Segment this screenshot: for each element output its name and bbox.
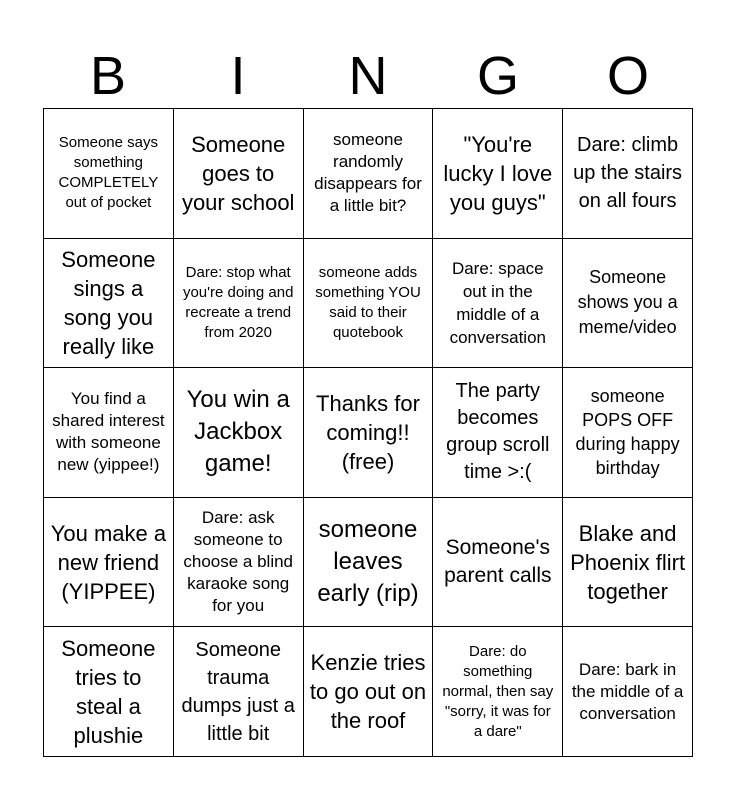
cell-text: someone adds something YOU said to their quotebook xyxy=(315,263,421,341)
header-letter-b: B xyxy=(89,46,127,106)
bingo-header xyxy=(43,44,693,108)
bingo-cell[interactable] xyxy=(304,239,434,369)
cell-text: someone randomly disappears for a little bit? xyxy=(314,130,422,216)
bingo-cell[interactable] xyxy=(563,498,693,628)
bingo-cell[interactable] xyxy=(44,239,174,369)
cell-text: Blake and Phoenix flirt together xyxy=(570,520,686,604)
bingo-cell[interactable] xyxy=(433,498,563,628)
cell-text: Someone tries to steal a plushie xyxy=(61,635,156,748)
cell-text: You find a shared interest with someone new (yippee!) xyxy=(52,389,165,475)
header-letter-g: G xyxy=(476,46,519,106)
bingo-cell[interactable] xyxy=(304,627,434,757)
bingo-cell[interactable] xyxy=(174,498,304,628)
bingo-cell[interactable] xyxy=(44,627,174,757)
bingo-cell[interactable] xyxy=(174,109,304,239)
bingo-cell[interactable] xyxy=(433,239,563,369)
bingo-cell[interactable] xyxy=(563,368,693,498)
cell-text: Dare: stop what you're doing and recreate a trend from 2020 xyxy=(182,263,294,341)
bingo-cell[interactable] xyxy=(44,498,174,628)
header-letter-n: N xyxy=(348,46,388,106)
cell-text: someone POPS OFF during happy birthday xyxy=(575,386,680,479)
cell-text: The party becomes group scroll time >:( xyxy=(446,380,550,484)
cell-text: Someone's parent calls xyxy=(444,536,552,588)
cell-text: Dare: ask someone to choose a blind karaoke song for you xyxy=(183,508,294,616)
cell-text: Dare: climb up the stairs on all fours xyxy=(573,134,683,213)
bingo-cell[interactable] xyxy=(304,109,434,239)
bingo-cell[interactable] xyxy=(433,627,563,757)
cell-text: Kenzie tries to go out on the roof xyxy=(309,650,427,734)
bingo-cell[interactable] xyxy=(44,109,174,239)
cell-text: Someone sings a song you really like xyxy=(61,246,156,359)
header-letter-o: O xyxy=(606,46,649,106)
bingo-cell[interactable] xyxy=(44,368,174,498)
bingo-cell[interactable] xyxy=(433,368,563,498)
cell-text: "You're lucky I love you guys" xyxy=(443,131,553,215)
bingo-cell[interactable] xyxy=(433,109,563,239)
cell-text: You make a new friend (YIPPEE) xyxy=(50,520,167,604)
cell-text: Someone says something COMPLETELY out of pocket xyxy=(58,134,159,212)
cell-text: Someone trauma dumps just a little bit xyxy=(181,638,295,745)
bingo-cell[interactable] xyxy=(174,239,304,369)
header-letter-i: I xyxy=(230,46,246,106)
cell-text: someone leaves early (rip) xyxy=(317,516,419,608)
bingo-cell[interactable] xyxy=(563,109,693,239)
cell-text: Someone shows you a meme/video xyxy=(577,267,678,338)
bingo-cell[interactable] xyxy=(304,498,434,628)
cell-text: Dare: bark in the middle of a conversation xyxy=(571,659,684,723)
bingo-cell[interactable] xyxy=(304,368,434,498)
bingo-cell[interactable] xyxy=(563,627,693,757)
cell-text: Dare: space out in the middle of a conversation xyxy=(449,258,546,347)
bingo-cell[interactable] xyxy=(174,627,304,757)
bingo-cell[interactable] xyxy=(563,239,693,369)
bingo-cell[interactable] xyxy=(174,368,304,498)
cell-text: Dare: do something normal, then say "sorry, it was for a dare" xyxy=(442,642,554,740)
cell-text: You win a Jackbox game! xyxy=(186,386,290,478)
cell-text: Someone goes to your school xyxy=(181,131,295,215)
bingo-board xyxy=(43,108,693,757)
cell-text: Thanks for coming!! (free) xyxy=(316,390,420,474)
